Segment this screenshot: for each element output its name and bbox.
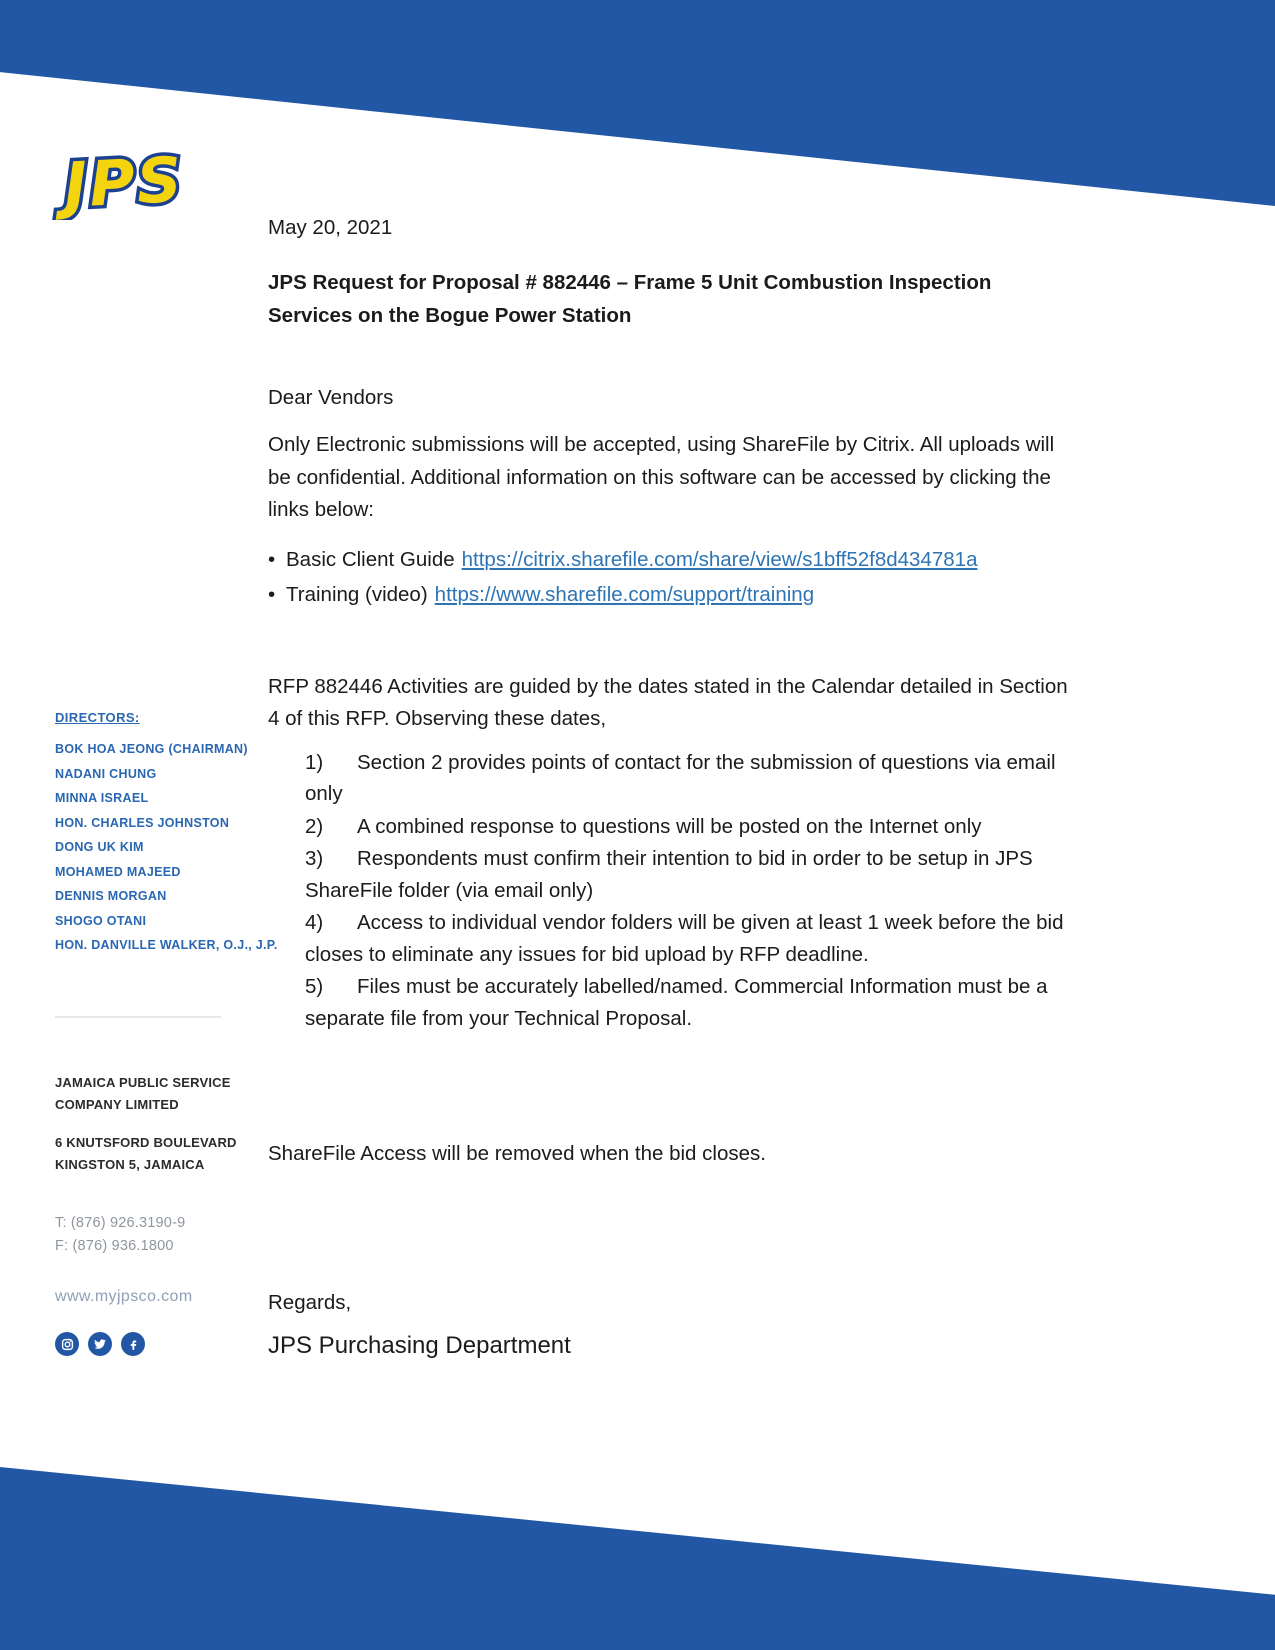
company-name-line: JAMAICA PUBLIC SERVICE — [55, 1075, 231, 1090]
director-name: HON. CHARLES JOHNSTON — [55, 815, 230, 830]
list-item — [305, 843, 1073, 906]
letter-subject — [268, 266, 1073, 332]
list-item — [305, 811, 1073, 843]
numbered-list — [305, 747, 1073, 1035]
basic-client-guide-link[interactable]: https://citrix.sharefile.com/share/view/s1bff52f8d434781a — [461, 547, 978, 571]
contact-numbers — [55, 1212, 265, 1258]
item-number: 2) — [305, 814, 324, 838]
bullet-item — [268, 542, 1073, 577]
company-name — [55, 1072, 255, 1116]
letter-body — [268, 215, 1073, 1362]
item-text: Section 2 provides points of contact for the submission of questions via email only — [305, 750, 1056, 805]
letter-date: May 20, 2021 — [268, 216, 393, 239]
list-item — [305, 971, 1073, 1034]
rfp-paragraph: RFP 882446 Activities are guided by the dates stated in the Calendar detailed in Section 4 of this RFP. Observing these dates, — [268, 674, 1068, 730]
fax-number: F: (876) 936.1800 — [55, 1238, 174, 1254]
sidebar-directors — [55, 710, 278, 958]
director-name: SHOGO OTANI — [55, 913, 147, 928]
director-name: MOHAMED MAJEED — [55, 864, 181, 879]
subject-line: JPS Request for Proposal # 882446 – Frame 5 Unit Combustion Inspection — [268, 271, 992, 294]
social-icons — [55, 1332, 145, 1356]
director-name: MINNA ISRAEL — [55, 791, 149, 805]
signature-department: JPS Purchasing Department — [268, 1332, 571, 1359]
bullet-icon: • — [268, 547, 276, 571]
regards-line: Regards, — [268, 1291, 352, 1314]
intro-paragraph: Only Electronic submissions will be accepted, using ShareFile by Citrix. All uploads will be confidential. Additional information on this software can be accessed by clicking the links below: — [268, 433, 1055, 521]
bullet-icon: • — [268, 582, 276, 606]
subject-line: Services on the Bogue Power Station — [268, 304, 632, 327]
item-number: 5) — [305, 975, 324, 998]
directors-heading: DIRECTORS: — [55, 710, 140, 725]
director-name: HON. DANVILLE WALKER, O.J., J.P. — [55, 938, 278, 952]
director-name: DENNIS MORGAN — [55, 889, 167, 903]
bullet-item — [268, 577, 1073, 612]
list-item — [305, 907, 1073, 970]
salutation: Dear Vendors — [268, 386, 394, 409]
director-name: BOK HOA JEONG (CHAIRMAN) — [55, 742, 248, 756]
closing-note: ShareFile Access will be removed when the bid closes. — [268, 1142, 766, 1165]
address-line: KINGSTON 5, JAMAICA — [55, 1157, 205, 1172]
telephone-number: T: (876) 926.3190-9 — [55, 1215, 186, 1231]
item-text: Respondents must confirm their intention to bid in order to be setup in JPS ShareFile folder (via email only) — [305, 847, 1033, 902]
item-text: Access to individual vendor folders will be given at least 1 week before the bid closes to eliminate any issues for bid upload by RFP deadline. — [305, 911, 1064, 966]
facebook-icon[interactable] — [121, 1332, 145, 1356]
item-number: 1) — [305, 750, 324, 774]
training-video-link[interactable]: https://www.sharefile.com/support/training — [434, 582, 815, 606]
director-name: DONG UK KIM — [55, 840, 144, 854]
svg-text:JPS: JPS — [62, 142, 186, 220]
bullet-label: Training (video) — [286, 582, 428, 606]
company-name-line: COMPANY LIMITED — [55, 1097, 179, 1112]
bottom-banner — [0, 1466, 1275, 1650]
jps-logo-icon — [52, 134, 264, 220]
jps-logo — [52, 134, 264, 220]
item-text: Files must be accurately labelled/named. Commercial Information must be a separate file from your Technical Proposal. — [305, 975, 1048, 1030]
list-item — [305, 747, 1073, 810]
item-number: 3) — [305, 847, 324, 870]
bullet-list — [268, 542, 1073, 612]
twitter-icon[interactable] — [88, 1332, 112, 1356]
website-url[interactable]: www.myjpsco.com — [55, 1288, 193, 1305]
address-line: 6 KNUTSFORD BOULEVARD — [55, 1135, 237, 1150]
instagram-icon[interactable] — [55, 1332, 79, 1356]
company-address — [55, 1132, 255, 1176]
item-text: A combined response to questions will be posted on the Internet only — [357, 814, 982, 838]
bullet-label: Basic Client Guide — [286, 547, 455, 571]
sidebar-divider — [55, 1016, 221, 1018]
director-name: NADANI CHUNG — [55, 766, 157, 781]
item-number: 4) — [305, 911, 324, 934]
